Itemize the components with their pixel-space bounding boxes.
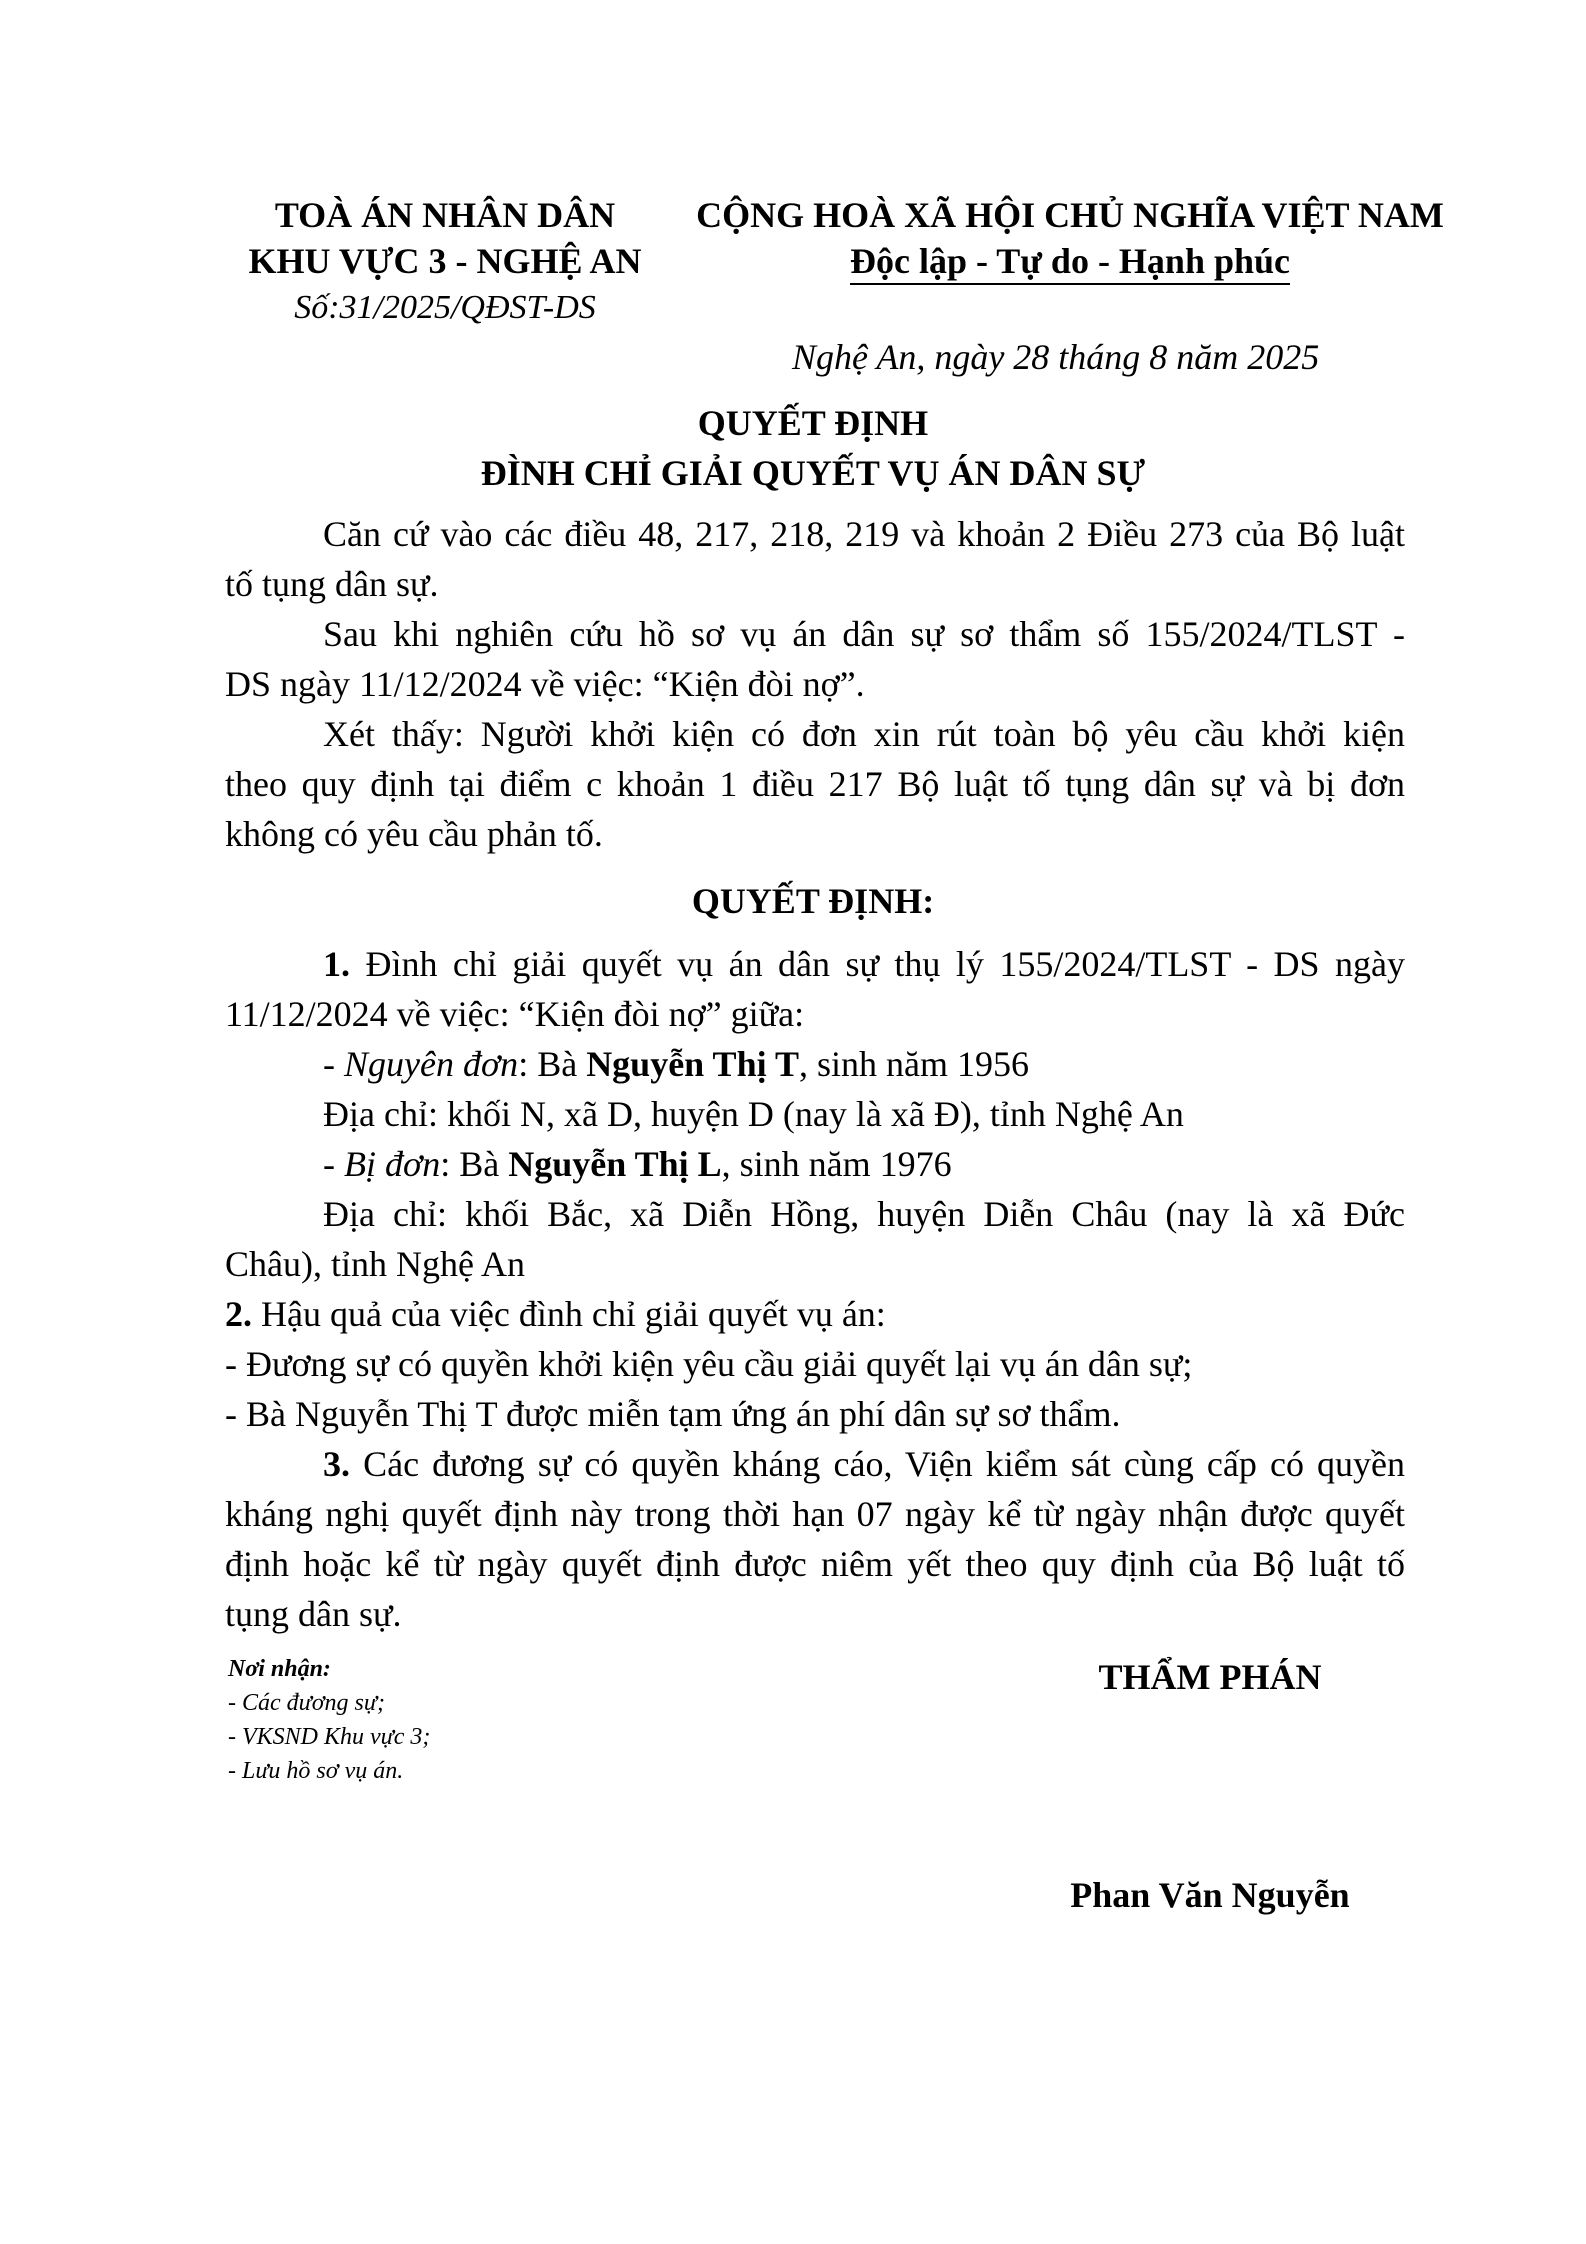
defendant-address-line2: Châu), tỉnh Nghệ An	[225, 1244, 525, 1284]
court-name-line2: KHU VỰC 3 - NGHỆ AN	[248, 241, 642, 281]
decision-3-line4: tụng dân sự.	[225, 1594, 402, 1634]
decision-1-number: 1.	[323, 944, 350, 984]
court-name-line1: TOÀ ÁN NHÂN DÂN	[274, 195, 616, 235]
decision-3-number: 3.	[323, 1444, 350, 1484]
decision-number: Số:31/2025/QĐST-DS	[294, 289, 596, 326]
defendant-line	[323, 1140, 952, 1188]
plaintiff-birth: , sinh năm 1956	[798, 1044, 1029, 1084]
decision-3-line1	[323, 1440, 1405, 1488]
plaintiff-mid: : Bà	[518, 1044, 587, 1084]
defendant-label: Bị đơn	[344, 1144, 441, 1184]
decision-3-text: Các đương sự có quyền kháng cáo, Viện kiểm sát cùng cấp có quyền	[350, 1444, 1405, 1484]
preamble-consider-line2: theo quy định tại điểm c khoản 1 điều 217 Bộ luật tố tụng dân sự và bị đơn	[225, 764, 1405, 804]
recipient-item: - Lưu hồ sơ vụ án.	[228, 1758, 404, 1784]
date-place: Nghệ An, ngày 28 tháng 8 năm 2025	[792, 337, 1320, 377]
plaintiff-dash: -	[323, 1044, 344, 1084]
decision-1-line2: 11/12/2024 về việc: “Kiện đòi nợ” giữa:	[225, 994, 805, 1034]
preamble-study-line1: Sau khi nghiên cứu hồ sơ vụ án dân sự sơ thẩm số 155/2024/TLST -	[323, 614, 1405, 654]
signer-role: THẨM PHÁN	[1098, 1657, 1322, 1697]
decision-1-line1	[323, 940, 1405, 988]
decision-1-text: Đình chỉ giải quyết vụ án dân sự thụ lý 155/2024/TLST - DS ngày	[350, 944, 1405, 984]
preamble-consider-line1: Xét thấy: Người khởi kiện có đơn xin rút toàn bộ yêu cầu khởi kiện	[323, 714, 1405, 754]
decision-3-line2: kháng nghị quyết định này trong thời hạn 07 ngày kể từ ngày nhận được quyết	[225, 1494, 1405, 1534]
defendant-mid: : Bà	[440, 1144, 509, 1184]
plaintiff-name: Nguyễn Thị T	[586, 1044, 799, 1084]
defendant-birth: , sinh năm 1976	[721, 1144, 952, 1184]
plaintiff-address: Địa chỉ: khối N, xã D, huyện D (nay là xã Đ), tỉnh Nghệ An	[323, 1094, 1184, 1134]
document-title: QUYẾT ĐỊNH	[697, 403, 929, 443]
document-subtitle: ĐÌNH CHỈ GIẢI QUYẾT VỤ ÁN DÂN SỰ	[480, 453, 1146, 493]
recipients-title: Nơi nhận:	[228, 1656, 331, 1682]
defendant-name: Nguyễn Thị L	[508, 1144, 722, 1184]
decision-heading: QUYẾT ĐỊNH:	[691, 881, 935, 921]
preamble-basis-line1: Căn cứ vào các điều 48, 217, 218, 219 và khoản 2 Điều 273 của Bộ luật	[323, 514, 1405, 554]
plaintiff-label: Nguyên đơn	[344, 1044, 519, 1084]
decision-2-line	[225, 1290, 886, 1338]
decision-2-bullet-2: - Bà Nguyễn Thị T được miễn tạm ứng án phí dân sự sơ thẩm.	[225, 1394, 1121, 1434]
decision-2-text: Hậu quả của việc đình chỉ giải quyết vụ án:	[252, 1294, 886, 1334]
decision-2-bullet-1: - Đương sự có quyền khởi kiện yêu cầu giải quyết lại vụ án dân sự;	[225, 1344, 1193, 1384]
defendant-address-line1: Địa chỉ: khối Bắc, xã Diễn Hồng, huyện Diễn Châu (nay là xã Đức	[323, 1194, 1405, 1234]
decision-3-line3: định hoặc kể từ ngày quyết định được niêm yết theo quy định của Bộ luật tố	[225, 1544, 1405, 1584]
preamble-study-line2: DS ngày 11/12/2024 về việc: “Kiện đòi nợ”.	[225, 664, 865, 704]
plaintiff-line	[323, 1040, 1029, 1088]
defendant-dash: -	[323, 1144, 344, 1184]
recipient-item: - VKSND Khu vực 3;	[228, 1724, 431, 1750]
preamble-consider-line3: không có yêu cầu phản tố.	[225, 814, 603, 854]
decision-2-number: 2.	[225, 1294, 252, 1334]
nation-title: CỘNG HOÀ XÃ HỘI CHỦ NGHĨA VIỆT NAM	[696, 195, 1444, 235]
nation-motto-text: Độc lập - Tự do - Hạnh phúc	[850, 241, 1290, 285]
nation-motto	[680, 238, 1460, 284]
signer-name: Phan Văn Nguyễn	[1070, 1875, 1350, 1915]
preamble-basis-line2: tố tụng dân sự.	[225, 564, 439, 604]
recipient-item: - Các đương sự;	[228, 1690, 385, 1716]
